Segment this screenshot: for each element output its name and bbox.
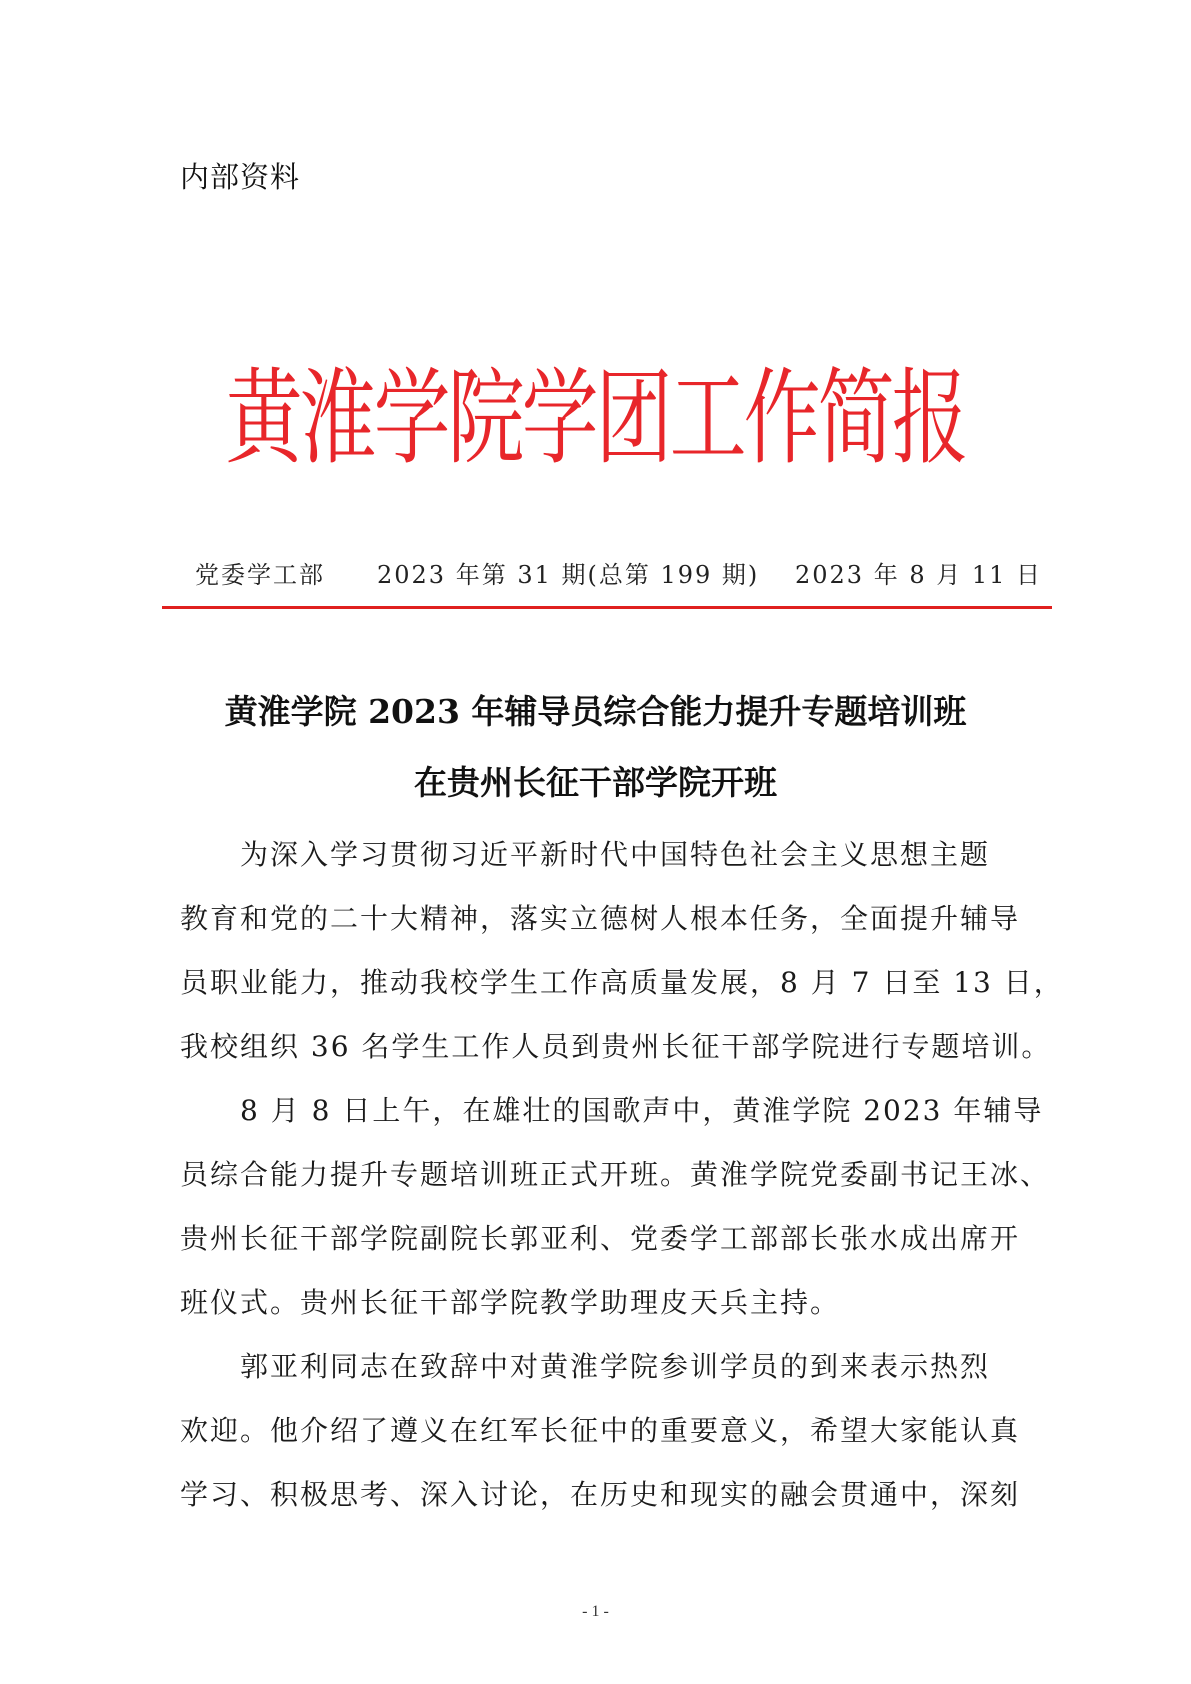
body-line-8: 班仪式。贵州长征干部学院教学助理皮天兵主持。: [180, 1286, 841, 1319]
issue-line: [195, 555, 1043, 695]
masthead-divider: [162, 606, 1052, 609]
issue-date: 2023 年 8 月 11 日: [795, 561, 1043, 589]
article-headline-line-2: 在贵州长征干部学院开班: [414, 763, 777, 802]
body-line-4: 我校组织 36 名学生工作人员到贵州长征干部学院进行专题培训。: [180, 1030, 1052, 1063]
confidential-label: 内部资料: [180, 160, 301, 194]
body-line-9: 郭亚利同志在致辞中对黄淮学院参训学员的到来表示热烈: [240, 1350, 991, 1383]
issue-number: 2023 年第 31 期(总第 199 期): [377, 561, 760, 589]
body-line-1: 为深入学习贯彻习近平新时代中国特色社会主义思想主题: [240, 838, 991, 871]
page-number: - 1 -: [582, 1603, 609, 1620]
article-headline-line-1: 黄淮学院 2023 年辅导员综合能力提升专题培训班: [224, 692, 967, 731]
body-line-11: 学习、积极思考、深入讨论，在历史和现实的融会贯通中，深刻: [180, 1478, 1021, 1511]
body-line-3: 员职业能力，推动我校学生工作高质量发展，8 月 7 日至 13 日，: [180, 966, 1064, 999]
body-line-5: 8 月 8 日上午，在雄壮的国歌声中，黄淮学院 2023 年辅导: [240, 1094, 1044, 1127]
masthead-title: 黄淮学院学团工作简报: [225, 357, 966, 479]
body-line-2: 教育和党的二十大精神，落实立德树人根本任务，全面提升辅导: [180, 902, 1021, 935]
body-line-7: 贵州长征干部学院副院长郭亚利、党委学工部部长张水成出席开: [180, 1222, 1021, 1255]
issue-department: 党委学工部: [195, 561, 325, 589]
body-line-10: 欢迎。他介绍了遵义在红军长征中的重要意义，希望大家能认真: [180, 1414, 1021, 1447]
body-line-6: 员综合能力提升专题培训班正式开班。黄淮学院党委副书记王冰、: [180, 1158, 1051, 1191]
